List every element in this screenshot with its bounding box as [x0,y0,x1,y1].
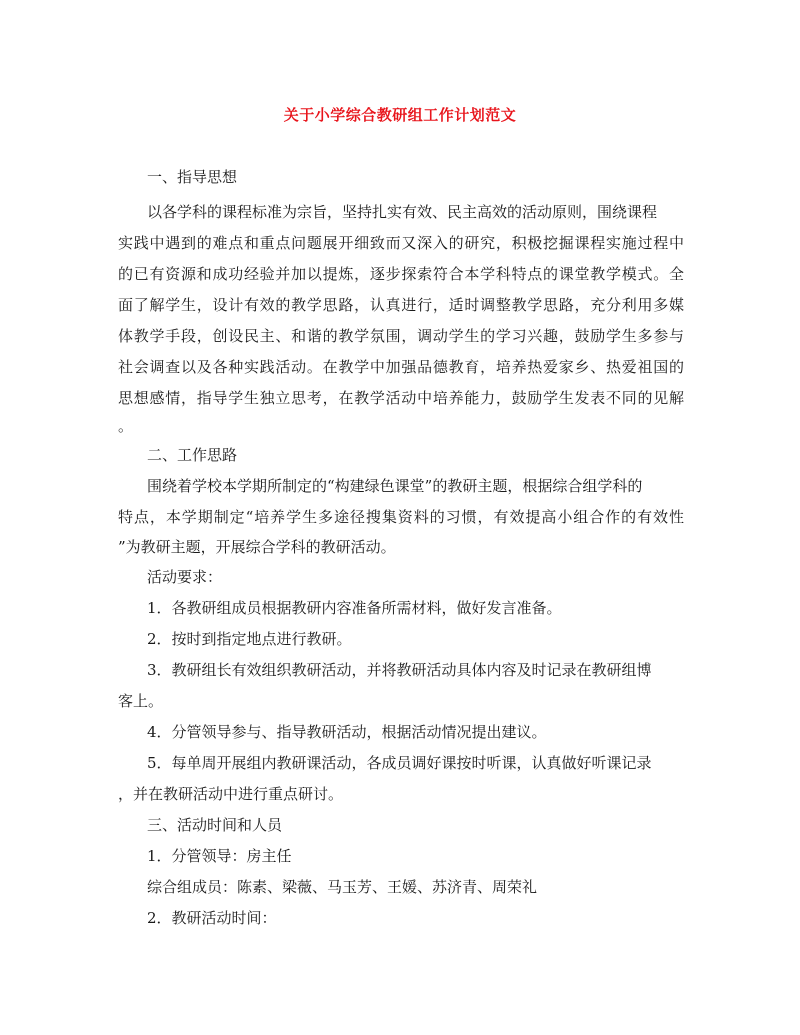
list-item: 1．分管领导：房主任 [147,847,292,865]
paragraph-line: 以各学科的课程标准为宗旨，坚持扎实有效、民主高效的活动原则，围绕课程 [147,203,658,221]
section-heading-2: 二、工作思路 [147,446,238,464]
paragraph-line: 围绕着学校本学期所制定的“构建绿色课堂”的教研主题，根据综合组学科的 [147,477,643,495]
section-heading-1: 一、指导思想 [147,168,238,186]
paragraph-line: 面了解学生，设计有效的教学思路，认真进行，适时调整教学思路，充分利用多媒 [118,296,684,314]
paragraph-line: 体教学手段，创设民主、和谐的教学氛围，调动学生的学习兴趣，鼓励学生多参与 [118,327,684,345]
paragraph-line: 思想感情，指导学生独立思考，在教学活动中培养能力，鼓励学生发表不同的见解 [118,389,684,407]
list-item: 5．每单周开展组内教研课活动，各成员调好课按时听课，认真做好听课记录 [147,754,652,772]
document-title: 关于小学综合教研组工作计划范文 [283,106,517,124]
list-item: 3．教研组长有效组织教研活动，并将教研活动具体内容及时记录在教研组博 [147,661,652,679]
list-item-continuation: 客上。 [118,692,164,710]
paragraph-line: 。 [118,417,134,435]
subheading: 活动要求： [147,568,223,586]
section-heading-3: 三、活动时间和人员 [147,816,283,834]
paragraph-line: 的已有资源和成功经验并加以提炼，逐步探索符合本学科特点的课堂教学模式。全 [118,265,684,283]
list-item: 2．教研活动时间： [147,909,277,927]
list-item-continuation: ，并在教研活动中进行重点研讨。 [118,785,344,803]
paragraph-line: 综合组成员：陈素、梁薇、马玉芳、王媛、苏济青、周荣礼 [147,878,538,896]
list-item: 1．各教研组成员根据教研内容准备所需材料，做好发言准备。 [147,599,562,617]
list-item: 2．按时到指定地点进行教研。 [147,630,352,648]
paragraph-line: 实践中遇到的难点和重点问题展开细致而又深入的研究，积极挖掘课程实施过程中 [118,234,684,252]
list-item: 4．分管领导参与、指导教研活动，根据活动情况提出建议。 [147,723,547,741]
paragraph-line: 社会调查以及各种实践活动。在教学中加强品德教育，培养热爱家乡、热爱祖国的 [118,358,684,376]
paragraph-line: 特点，本学期制定“培养学生多途径搜集资料的习惯，有效提高小组合作的有效性 [118,508,684,526]
paragraph-line: ”为教研主题，开展综合学科的教研活动。 [118,538,396,556]
